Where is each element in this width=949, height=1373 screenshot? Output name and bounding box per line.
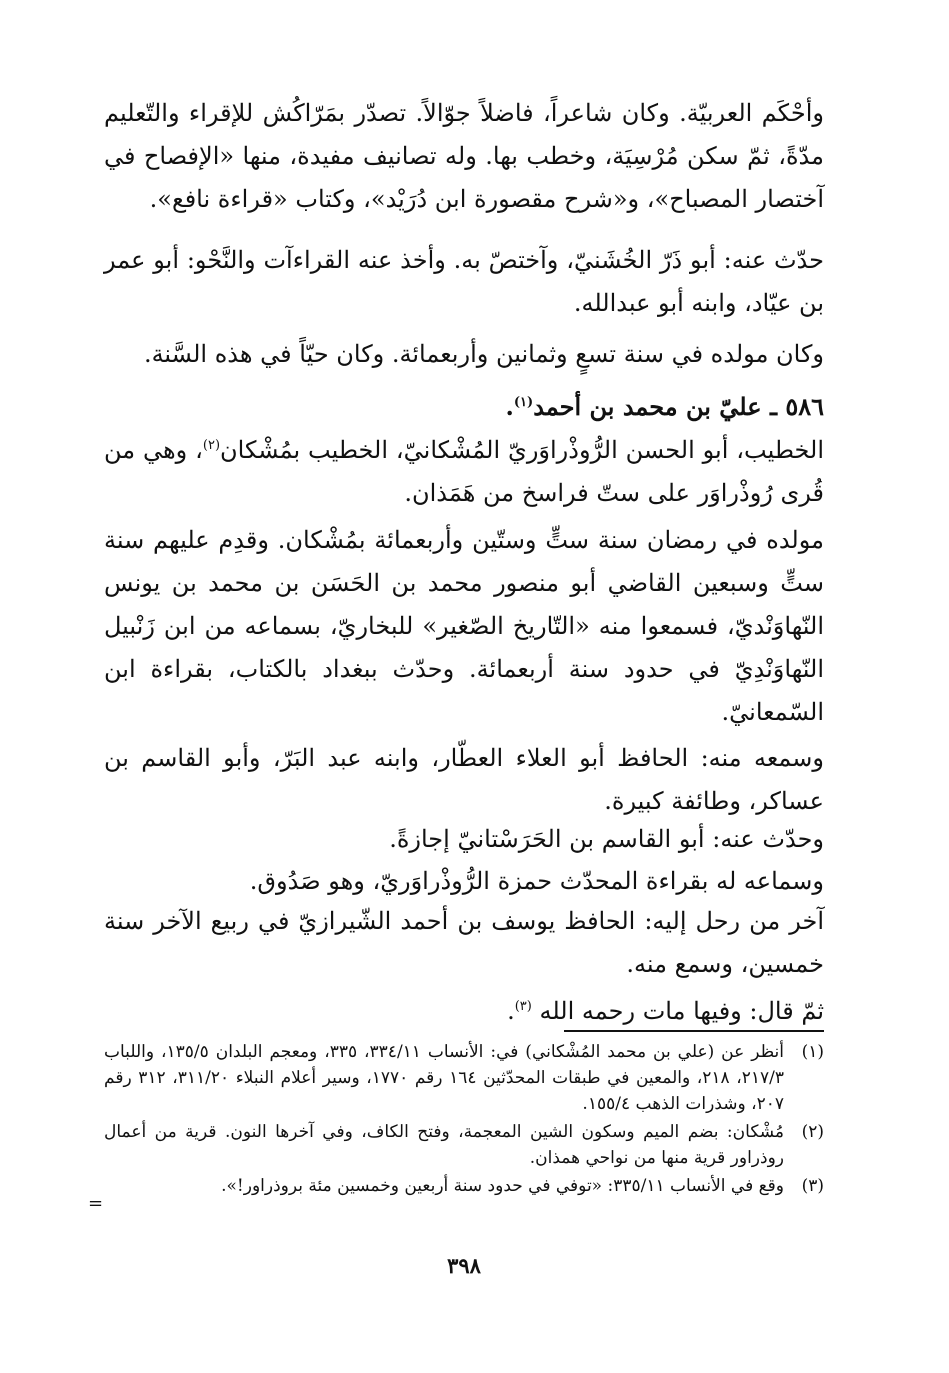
paragraph-students: حدّث عنه: أبو ذَرّ الخُشَنيّ، وآختصّ به. وأخذ عنه القراءآت والنَّحْو: أبو عمر بن عيّاد، وابنه أبو عبدالله. [104,246,824,317]
footnote-text: وقع في الأنساب ٣٣٥/١١: «توفي في حدود سنة أربعين وخمسين مئة بروذراور!». [221,1176,784,1196]
paragraph-nisba [104,429,824,515]
paragraph-his-hearing: وسماعه له بقراءة المحدّث حمزة الرُّوذْراوَريّ، وهو صَدُوق. [249,867,824,895]
death-text-end: . [507,997,515,1025]
footnote-ref-1[interactable]: (١) [513,395,534,410]
entry-heading [104,385,824,428]
footnote-1 [104,1039,824,1117]
nisba-text-b: ، وهي من قُرى رُوذْراوَر على ستّ فراسخ من هَمَذان. [104,436,824,507]
margin-mark: = [88,1193,104,1214]
footnote-text: مُشْكان: بضم الميم وسكون الشين المعجمة، وفتح الكاف، وفي آخرها النون. قرية من أعمال روذراور قرية منها من نواحي همذان. [104,1122,784,1168]
death-text: ثمّ قال: وفيها مات رحمه الله [539,997,824,1025]
footnote-text: أنظر عن (علي بن محمد المُشْكاني) في: الأنساب ٣٣٤/١١، ٣٣٥، ومعجم البلدان ١٣٥/٥، واللباب ٢١٧/٣، ٢١٨، والمعين في طبقات المحدّثين ١٦٤ رقم ١٧٧٠، وسير أعلام النبلاء ٣١١/٢٠، ٣١٢ رقم ٢٠٧، وشذرات الذهب ١٥٥/٤. [104,1042,785,1114]
paragraph-death [104,990,824,1033]
entry-name: عليّ بن محمد بن أحمد [533,392,762,421]
footnote-ref-2[interactable]: (٢) [202,438,221,453]
footnotes-section [104,1039,824,1201]
footnote-2 [104,1119,824,1171]
footnote-ref-3[interactable]: (٣) [514,999,532,1014]
footnote-number: (١) [801,1042,824,1062]
paragraph-heard-from-him: وسمعه منه: الحافظ أبو العلاء العطّار، وابنه عبد البَرّ، وأبو القاسم بن عساكر، وطائفة كبيرة. [104,744,824,815]
page-number: ٣٩٨ [447,1253,481,1278]
book-page [88,92,824,1352]
footnote-number: (٣) [801,1176,824,1196]
footnote-number: (٢) [801,1122,824,1142]
paragraph-biography-continued: وأحْكَم العربيّة. وكان شاعراً، فاضلاً جوّالاً. تصدّر بمَرّاكُش للإقراء والتّعليم مدّةً، ثمّ سكن مُرْسِيَة، وخطب بها. وله تصانيف مفيدة، منها «الإفصاح في آختصار المصباح»، و«شرح مقصورة ابن دُرَيْد»، وكتاب «قراءة نافع». [104,99,824,213]
entry-heading-end: . [505,392,514,421]
footnote-separator [564,1030,824,1032]
paragraph-birth-year: وكان مولده في سنة تسعٍ وثمانين وأربعمائة. وكان حيّاً في هذه السَّنة. [143,340,824,368]
paragraph-narrated-from-him: وحدّث عنه: أبو القاسم بن الحَرَسْتانيّ إجازةً. [389,825,824,853]
paragraph-birth-and-hearing: مولده في رمضان سنة ستٍّ وستّين وأربعمائة بمُشْكان. وقدِم عليهم سنة ستٍّ وسبعين القاضي أبو منصور محمد بن الحَسَن بن محمد بن يونس النّهاوَنْديّ، فسمعوا منه «التّاريخ الصّغير» للبخاريّ، بسماعه من ابن زَنْبيل النّهاوَنْدِيّ في حدود سنة أربعمائة. وحدّث ببغداد بالكتاب، بقراءة ابن السّمعانيّ. [104,526,824,726]
entry-number: ٥٨٦ ـ [769,392,824,421]
paragraph-last-traveler: آخر من رحل إليه: الحافظ يوسف بن أحمد الشّيرازيّ في ربيع الآخر سنة خمسين، وسمع منه. [104,907,824,978]
footnote-3 [104,1173,824,1199]
nisba-text-a: الخطيب، أبو الحسن الرُّوذْراوَريّ المُشْكانيّ، الخطيب بمُشْكان [220,436,824,464]
